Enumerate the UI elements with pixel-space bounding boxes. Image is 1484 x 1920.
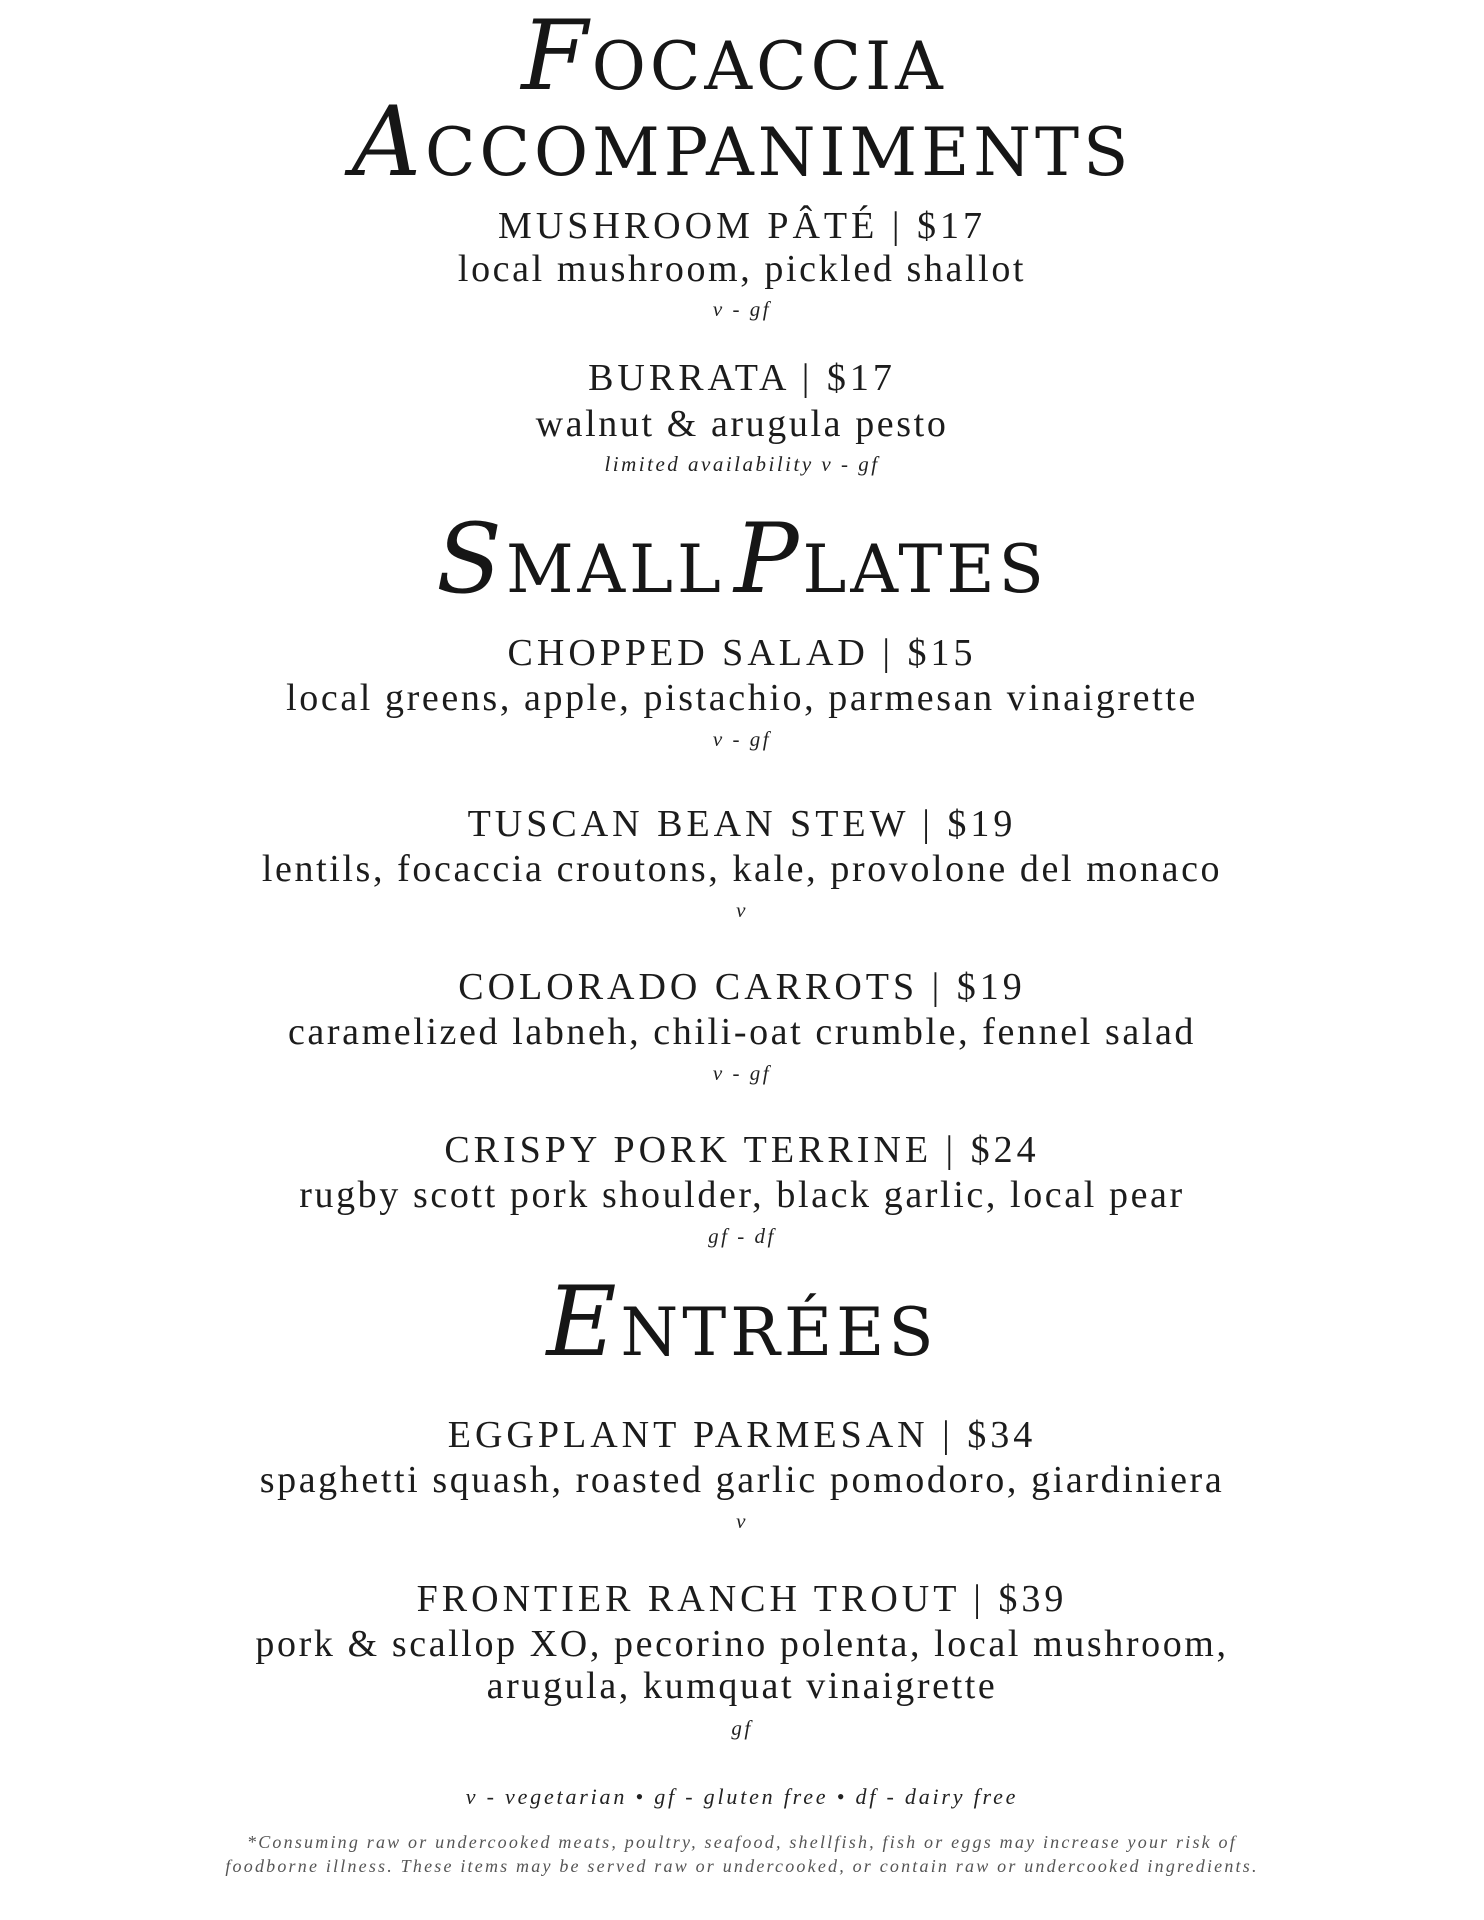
section-title-small-plates (0, 503, 1484, 615)
dietary-legend: v - vegetarian • gf - gluten free • df - dairy free (465, 1784, 1019, 1809)
section-title-focaccia-line2 (0, 86, 1484, 198)
title-initial: P (733, 503, 803, 615)
title-rest: CCOMPANIMENTS (425, 114, 1133, 191)
item-dietary-tags: v - gf (712, 727, 772, 751)
item-dietary-tags: v (736, 898, 748, 922)
disclaimer-line1: *Consuming raw or undercooked meats, poultry, seafood, shellfish, fish or eggs may increase your risk of (247, 1832, 1237, 1852)
item-dietary-tags: gf - df (708, 1224, 776, 1248)
item-name-chopped-salad: CHOPPED SALAD | $15 (507, 632, 977, 674)
title-rest: LATES (802, 531, 1048, 608)
item-description: local mushroom, pickled shallot (457, 248, 1027, 290)
item-description: walnut & arugula pesto (535, 403, 949, 445)
title-initial: E (546, 1266, 621, 1378)
title-rest: OCACCIA (591, 28, 947, 105)
item-dietary-tags: gf (731, 1716, 753, 1740)
item-description: local greens, apple, pistachio, parmesan vinaigrette (286, 677, 1198, 719)
item-name-burrata: BURRATA | $17 (588, 357, 896, 399)
item-description: rugby scott pork shoulder, black garlic, local pear (299, 1174, 1185, 1216)
disclaimer-line2: foodborne illness. These items may be served raw or undercooked, or contain raw or undercooked ingredients. (225, 1856, 1259, 1876)
item-description: spaghetti squash, roasted garlic pomodoro, giardiniera (259, 1459, 1225, 1501)
item-dietary-tags: v - gf (712, 1061, 772, 1085)
title-initial: S (436, 503, 506, 615)
item-description: caramelized labneh, chili-oat crumble, fennel salad (287, 1011, 1197, 1053)
item-name-tuscan-bean-stew: TUSCAN BEAN STEW | $19 (467, 803, 1017, 845)
item-description: lentils, focaccia croutons, kale, provolone del monaco (261, 848, 1223, 890)
item-name-crispy-pork-terrine: CRISPY PORK TERRINE | $24 (444, 1129, 1040, 1171)
item-dietary-tags: v - gf (712, 297, 772, 321)
title-rest: MALL (505, 531, 725, 608)
title-initial: F (521, 0, 592, 112)
section-title-entrees (0, 1266, 1484, 1378)
title-initial: A (351, 86, 426, 198)
item-name-colorado-carrots: COLORADO CARROTS | $19 (458, 966, 1026, 1008)
title-rest: NTRÉES (620, 1294, 938, 1371)
item-description-line2: arugula, kumquat vinaigrette (486, 1665, 998, 1707)
item-name-mushroom-pate: MUSHROOM PÂTÉ | $17 (498, 205, 986, 247)
item-name-eggplant-parmesan: EGGPLANT PARMESAN | $34 (447, 1414, 1037, 1456)
item-description-line1: pork & scallop XO, pecorino polenta, local mushroom, (255, 1623, 1229, 1665)
item-dietary-tags: v (736, 1509, 748, 1533)
item-dietary-tags: limited availability v - gf (604, 452, 880, 476)
item-name-frontier-ranch-trout: FRONTIER RANCH TROUT | $39 (416, 1578, 1068, 1620)
